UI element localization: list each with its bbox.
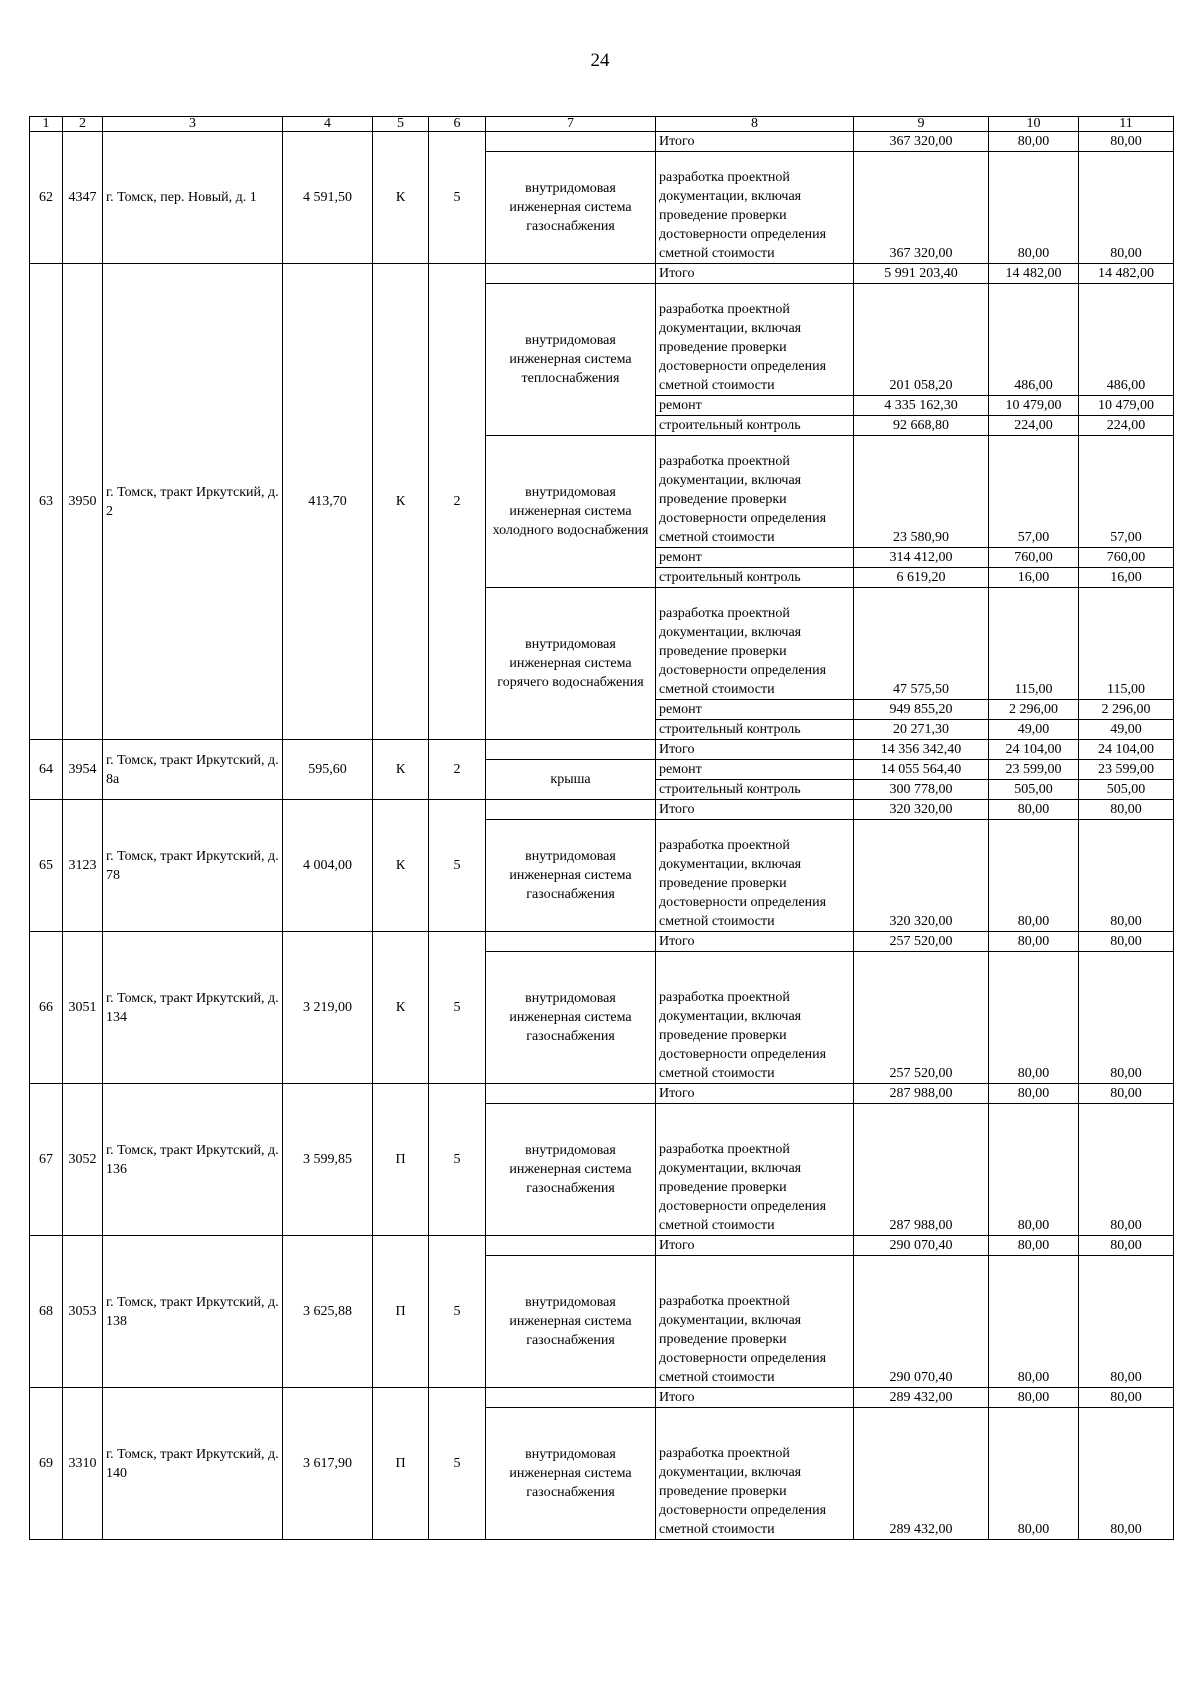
work-cost: 289 432,00	[854, 1408, 989, 1540]
col-header: 10	[989, 117, 1079, 132]
col-header: 11	[1079, 117, 1174, 132]
work-value-11: 80,00	[1079, 1104, 1174, 1236]
work-value-10: 23 599,00	[989, 760, 1079, 780]
system-name: внутридомовая инженерная система газоснабжения	[486, 152, 656, 264]
table-row	[30, 1236, 1174, 1256]
house-address: г. Томск, тракт Иркутский, д. 78	[103, 800, 283, 932]
total-cost: 367 320,00	[854, 132, 989, 152]
house-code: 3051	[63, 932, 103, 1084]
work-cost: 367 320,00	[854, 152, 989, 264]
work-type: ремонт	[656, 396, 854, 416]
work-cost: 257 520,00	[854, 952, 989, 1084]
work-cost: 20 271,30	[854, 720, 989, 740]
work-value-11: 486,00	[1079, 284, 1174, 396]
system-name: внутридомовая инженерная система газоснабжения	[486, 1408, 656, 1540]
house-address: г. Томск, пер. Новый, д. 1	[103, 132, 283, 264]
work-cost: 949 855,20	[854, 700, 989, 720]
work-value-10: 10 479,00	[989, 396, 1079, 416]
total-value-10: 14 482,00	[989, 264, 1079, 284]
work-value-11: 760,00	[1079, 548, 1174, 568]
house-area: 3 617,90	[283, 1388, 373, 1540]
system-empty-cell	[486, 1388, 656, 1408]
total-value-11: 80,00	[1079, 800, 1174, 820]
table-row	[30, 132, 1174, 152]
system-name: крыша	[486, 760, 656, 800]
work-value-11: 57,00	[1079, 436, 1174, 548]
work-value-11: 115,00	[1079, 588, 1174, 700]
house-code: 3950	[63, 264, 103, 740]
col-header: 9	[854, 117, 989, 132]
total-label: Итого	[656, 740, 854, 760]
floors-count: 5	[429, 1388, 486, 1540]
work-type: ремонт	[656, 700, 854, 720]
work-cost: 300 778,00	[854, 780, 989, 800]
work-type: разработка проектной документации, включая проведение проверки достоверности определения сметной стоимости	[656, 1256, 854, 1388]
row-number: 67	[30, 1084, 63, 1236]
work-value-10: 80,00	[989, 1104, 1079, 1236]
row-number: 64	[30, 740, 63, 800]
wall-type: К	[373, 264, 429, 740]
house-area: 3 625,88	[283, 1236, 373, 1388]
work-value-10: 115,00	[989, 588, 1079, 700]
system-name: внутридомовая инженерная система теплоснабжения	[486, 284, 656, 436]
work-cost: 290 070,40	[854, 1256, 989, 1388]
total-value-11: 80,00	[1079, 132, 1174, 152]
col-header: 4	[283, 117, 373, 132]
total-value-10: 80,00	[989, 932, 1079, 952]
work-type: разработка проектной документации, включая проведение проверки достоверности определения сметной стоимости	[656, 588, 854, 700]
work-value-11: 80,00	[1079, 1408, 1174, 1540]
work-value-11: 23 599,00	[1079, 760, 1174, 780]
work-cost: 201 058,20	[854, 284, 989, 396]
work-value-11: 80,00	[1079, 152, 1174, 264]
house-area: 4 004,00	[283, 800, 373, 932]
house-address: г. Томск, тракт Иркутский, д. 134	[103, 932, 283, 1084]
work-type: разработка проектной документации, включая проведение проверки достоверности определения сметной стоимости	[656, 152, 854, 264]
wall-type: П	[373, 1388, 429, 1540]
house-code: 4347	[63, 132, 103, 264]
work-cost: 4 335 162,30	[854, 396, 989, 416]
house-code: 3310	[63, 1388, 103, 1540]
col-header: 2	[63, 117, 103, 132]
system-empty-cell	[486, 1084, 656, 1104]
row-number: 62	[30, 132, 63, 264]
total-value-10: 80,00	[989, 1388, 1079, 1408]
total-label: Итого	[656, 1388, 854, 1408]
table-row	[30, 932, 1174, 952]
work-type: строительный контроль	[656, 568, 854, 588]
total-label: Итого	[656, 264, 854, 284]
work-value-10: 80,00	[989, 820, 1079, 932]
work-value-10: 80,00	[989, 1256, 1079, 1388]
system-name: внутридомовая инженерная система газоснабжения	[486, 820, 656, 932]
work-type: строительный контроль	[656, 780, 854, 800]
work-value-10: 80,00	[989, 1408, 1079, 1540]
wall-type: К	[373, 132, 429, 264]
work-value-10: 16,00	[989, 568, 1079, 588]
row-number: 63	[30, 264, 63, 740]
work-cost: 23 580,90	[854, 436, 989, 548]
total-value-11: 14 482,00	[1079, 264, 1174, 284]
work-value-10: 760,00	[989, 548, 1079, 568]
work-value-11: 16,00	[1079, 568, 1174, 588]
col-header: 1	[30, 117, 63, 132]
work-value-10: 80,00	[989, 152, 1079, 264]
total-label: Итого	[656, 132, 854, 152]
total-label: Итого	[656, 932, 854, 952]
floors-count: 5	[429, 1236, 486, 1388]
floors-count: 2	[429, 740, 486, 800]
total-cost: 14 356 342,40	[854, 740, 989, 760]
work-type: разработка проектной документации, включая проведение проверки достоверности определения сметной стоимости	[656, 436, 854, 548]
system-name: внутридомовая инженерная система горячего водоснабжения	[486, 588, 656, 740]
work-value-11: 80,00	[1079, 820, 1174, 932]
table-row	[30, 1084, 1174, 1104]
work-value-11: 49,00	[1079, 720, 1174, 740]
total-value-10: 24 104,00	[989, 740, 1079, 760]
total-cost: 5 991 203,40	[854, 264, 989, 284]
house-area: 3 599,85	[283, 1084, 373, 1236]
floors-count: 2	[429, 264, 486, 740]
work-cost: 92 668,80	[854, 416, 989, 436]
row-number: 66	[30, 932, 63, 1084]
row-number: 68	[30, 1236, 63, 1388]
system-name: внутридомовая инженерная система холодного водоснабжения	[486, 436, 656, 588]
work-value-10: 80,00	[989, 952, 1079, 1084]
system-empty-cell	[486, 132, 656, 152]
wall-type: К	[373, 740, 429, 800]
system-name: внутридомовая инженерная система газоснабжения	[486, 1256, 656, 1388]
total-label: Итого	[656, 1236, 854, 1256]
house-address: г. Томск, тракт Иркутский, д. 8а	[103, 740, 283, 800]
total-cost: 320 320,00	[854, 800, 989, 820]
house-code: 3123	[63, 800, 103, 932]
work-type: разработка проектной документации, включая проведение проверки достоверности определения сметной стоимости	[656, 1408, 854, 1540]
work-type: строительный контроль	[656, 720, 854, 740]
work-value-11: 224,00	[1079, 416, 1174, 436]
house-area: 4 591,50	[283, 132, 373, 264]
column-number-row	[30, 117, 1174, 132]
system-empty-cell	[486, 740, 656, 760]
work-type: ремонт	[656, 760, 854, 780]
house-code: 3052	[63, 1084, 103, 1236]
wall-type: К	[373, 932, 429, 1084]
work-value-11: 505,00	[1079, 780, 1174, 800]
work-cost: 287 988,00	[854, 1104, 989, 1236]
wall-type: П	[373, 1084, 429, 1236]
wall-type: К	[373, 800, 429, 932]
capital-repair-table	[29, 116, 1174, 1540]
work-type: ремонт	[656, 548, 854, 568]
system-name: внутридомовая инженерная система газоснабжения	[486, 1104, 656, 1236]
house-address: г. Томск, тракт Иркутский, д. 138	[103, 1236, 283, 1388]
work-type: разработка проектной документации, включая проведение проверки достоверности определения сметной стоимости	[656, 1104, 854, 1236]
table-row	[30, 1388, 1174, 1408]
house-code: 3053	[63, 1236, 103, 1388]
total-value-11: 80,00	[1079, 1084, 1174, 1104]
total-value-11: 80,00	[1079, 1236, 1174, 1256]
page-number: 24	[590, 50, 610, 71]
system-empty-cell	[486, 1236, 656, 1256]
system-empty-cell	[486, 932, 656, 952]
table-row	[30, 740, 1174, 760]
total-label: Итого	[656, 1084, 854, 1104]
work-value-10: 57,00	[989, 436, 1079, 548]
work-value-11: 80,00	[1079, 1256, 1174, 1388]
floors-count: 5	[429, 932, 486, 1084]
col-header: 7	[486, 117, 656, 132]
total-value-10: 80,00	[989, 132, 1079, 152]
total-cost: 287 988,00	[854, 1084, 989, 1104]
work-type: разработка проектной документации, включая проведение проверки достоверности определения сметной стоимости	[656, 284, 854, 396]
system-empty-cell	[486, 264, 656, 284]
house-area: 413,70	[283, 264, 373, 740]
col-header: 3	[103, 117, 283, 132]
row-number: 65	[30, 800, 63, 932]
house-address: г. Томск, тракт Иркутский, д. 2	[103, 264, 283, 740]
floors-count: 5	[429, 132, 486, 264]
total-cost: 257 520,00	[854, 932, 989, 952]
total-value-10: 80,00	[989, 1236, 1079, 1256]
total-value-10: 80,00	[989, 800, 1079, 820]
work-cost: 320 320,00	[854, 820, 989, 932]
work-value-10: 486,00	[989, 284, 1079, 396]
work-value-11: 80,00	[1079, 952, 1174, 1084]
floors-count: 5	[429, 1084, 486, 1236]
house-address: г. Томск, тракт Иркутский, д. 140	[103, 1388, 283, 1540]
house-area: 3 219,00	[283, 932, 373, 1084]
work-value-10: 505,00	[989, 780, 1079, 800]
row-number: 69	[30, 1388, 63, 1540]
total-value-10: 80,00	[989, 1084, 1079, 1104]
total-value-11: 80,00	[1079, 1388, 1174, 1408]
house-code: 3954	[63, 740, 103, 800]
total-value-11: 80,00	[1079, 932, 1174, 952]
work-cost: 47 575,50	[854, 588, 989, 700]
total-cost: 289 432,00	[854, 1388, 989, 1408]
col-header: 6	[429, 117, 486, 132]
total-label: Итого	[656, 800, 854, 820]
floors-count: 5	[429, 800, 486, 932]
table-row	[30, 264, 1174, 284]
table-body	[30, 132, 1174, 1540]
work-value-11: 2 296,00	[1079, 700, 1174, 720]
system-empty-cell	[486, 800, 656, 820]
work-cost: 14 055 564,40	[854, 760, 989, 780]
work-cost: 314 412,00	[854, 548, 989, 568]
work-value-10: 224,00	[989, 416, 1079, 436]
work-value-10: 49,00	[989, 720, 1079, 740]
work-value-10: 2 296,00	[989, 700, 1079, 720]
col-header: 8	[656, 117, 854, 132]
work-type: разработка проектной документации, включая проведение проверки достоверности определения сметной стоимости	[656, 820, 854, 932]
work-value-11: 10 479,00	[1079, 396, 1174, 416]
work-type: разработка проектной документации, включая проведение проверки достоверности определения сметной стоимости	[656, 952, 854, 1084]
col-header: 5	[373, 117, 429, 132]
total-cost: 290 070,40	[854, 1236, 989, 1256]
house-address: г. Томск, тракт Иркутский, д. 136	[103, 1084, 283, 1236]
house-area: 595,60	[283, 740, 373, 800]
wall-type: П	[373, 1236, 429, 1388]
total-value-11: 24 104,00	[1079, 740, 1174, 760]
work-type: строительный контроль	[656, 416, 854, 436]
system-name: внутридомовая инженерная система газоснабжения	[486, 952, 656, 1084]
work-cost: 6 619,20	[854, 568, 989, 588]
table-row	[30, 800, 1174, 820]
